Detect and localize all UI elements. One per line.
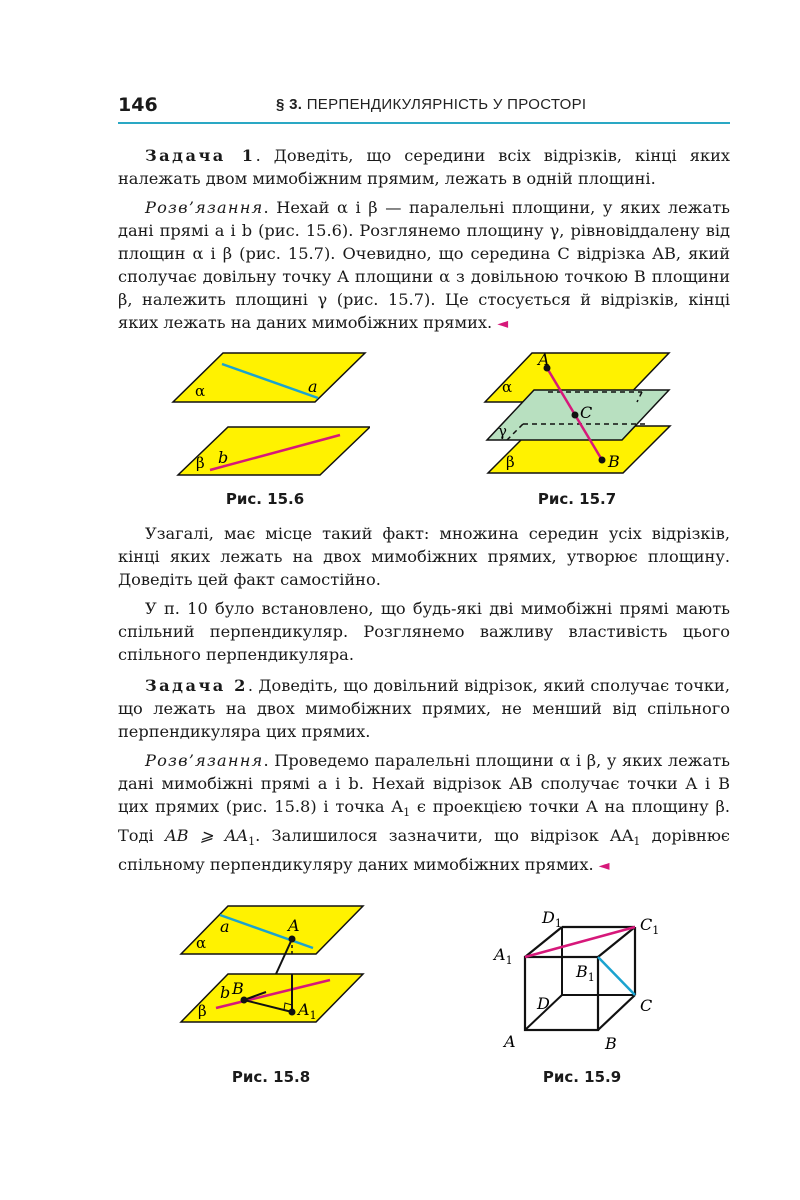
diagonal-A1C1 — [525, 927, 635, 957]
point-A1 — [289, 1009, 296, 1016]
label-alpha: α — [196, 934, 207, 952]
label-a: a — [220, 917, 230, 936]
label-A1: $A_1$ — [494, 945, 513, 967]
task1-text: . Доведіть, що середини всіх відрізків, кінці яких належать двом мимобіжним прямим, лежать в одній площині. — [118, 146, 730, 188]
task2-text: . Доведіть, що довільний відрізок, який сполучає точки, що лежать на двох мимобіжних прямих, не менший від спільного перпендикуляра цих прямих. — [118, 676, 730, 741]
edge-BC — [598, 995, 635, 1030]
task2-solution-part1: . Проведемо паралельні площини α і β, у яких лежать дані мимобіжні прямі a і b. Нехай відрізок AB сполучає точки A і B цих прямих (рис. 15.8) і точка A — [118, 751, 730, 816]
page-number: 146 — [118, 94, 158, 116]
task2-solution-label: Розв’язання — [145, 751, 264, 770]
task1-label: Задача 1 — [145, 146, 256, 165]
section-mark: § 3. — [276, 96, 303, 113]
label-beta: β — [198, 1002, 207, 1020]
task2-solution — [118, 749, 730, 878]
label-C: C — [580, 403, 593, 422]
plane-beta — [181, 974, 363, 1022]
label-C1: $C_1$ — [640, 915, 660, 937]
figure-15-6 — [170, 350, 370, 480]
label-A: A — [538, 350, 550, 369]
label-alpha: α — [195, 382, 206, 400]
caption-15-9: Рис. 15.9 — [542, 1068, 622, 1086]
figure-15-9 — [490, 905, 675, 1055]
task2-solution-part2: є проекцією точки A на площину β. Тоді — [118, 797, 730, 846]
end-mark-icon: ◄ — [497, 316, 509, 332]
plane-alpha — [181, 906, 363, 954]
label-beta: β — [196, 454, 205, 472]
plane-beta — [178, 427, 370, 475]
label-A: A — [288, 916, 300, 935]
label-B: B — [605, 1034, 617, 1053]
task1-solution-label: Розв’язання — [145, 198, 264, 217]
caption-15-8: Рис. 15.8 — [231, 1068, 311, 1086]
label-beta: β — [506, 453, 515, 471]
label-gamma: γ — [498, 422, 507, 440]
task1-solution — [118, 196, 730, 336]
subscript-1: 1 — [633, 835, 641, 849]
task2-label: Задача 2 — [145, 676, 248, 695]
caption-15-6: Рис. 15.6 — [225, 490, 305, 508]
task2-solution-part3: . Залишилося зазначити, що відрізок AA — [255, 826, 634, 846]
end-mark-icon: ◄ — [598, 858, 610, 875]
task1-solution-text: . Нехай α і β — паралельні площини, у яких лежать дані прямі a і b (рис. 15.6). Розглянемо площину γ, рівновіддалену від площин α і β (рис. 15.7). Очевидно, що середина C відрізка AB, який сполучає довільну точку A площини α з довільною точкою B площини β, належить площині γ (рис. 15.7). Це стосується й відрізків, кінці яких лежать на даних мимобіжних прямих. — [118, 198, 730, 332]
label-C: C — [640, 996, 653, 1015]
label-A1: $A_1$ — [298, 1000, 317, 1022]
label-B: B — [608, 452, 620, 471]
label-B1: $B_1$ — [576, 962, 595, 984]
label-D1: $D_1$ — [542, 908, 562, 930]
paragraph-perpendicular: У п. 10 було встановлено, що будь-які дві мимобіжні прямі мають спільний перпендикуляр. Розглянемо важливу властивість цього спільного перпендикуляра. — [118, 599, 730, 664]
subscript-1: 1 — [248, 835, 256, 849]
figure-15-8 — [178, 902, 368, 1032]
task1-block — [118, 144, 730, 336]
label-a: a — [308, 377, 318, 396]
page-header — [118, 94, 730, 124]
label-A: A — [504, 1032, 516, 1051]
caption-15-7: Рис. 15.7 — [537, 490, 617, 508]
point-B — [599, 457, 606, 464]
point-C — [572, 412, 579, 419]
point-A — [289, 936, 296, 943]
task2-statement — [118, 674, 730, 743]
label-b: b — [218, 448, 229, 467]
diagonal-B1C — [598, 957, 635, 995]
subscript-1: 1 — [403, 806, 411, 820]
task2-block — [118, 674, 730, 878]
label-B: B — [232, 979, 244, 998]
middle-block — [118, 522, 730, 666]
label-D: D — [537, 994, 550, 1013]
task2-solution-part4: дорівнює спільному перпендикуляру даних мимобіжних прямих. — [118, 826, 731, 875]
section-title — [276, 96, 586, 113]
label-alpha: α — [502, 378, 513, 396]
paragraph-fact: Узагалі, має місце такий факт: множина середин усіх відрізків, кінці яких лежать на двох мимобіжних прямих, утворює площину. Доведіть цей факт самостійно. — [118, 524, 730, 589]
figure-15-7 — [482, 350, 672, 480]
section-name: ПЕРПЕНДИКУЛЯРНІСТЬ У ПРОСТОРІ — [306, 96, 587, 113]
task1-statement — [118, 144, 730, 190]
inequality: AB ⩾ AA — [164, 826, 249, 846]
label-b: b — [220, 983, 231, 1002]
